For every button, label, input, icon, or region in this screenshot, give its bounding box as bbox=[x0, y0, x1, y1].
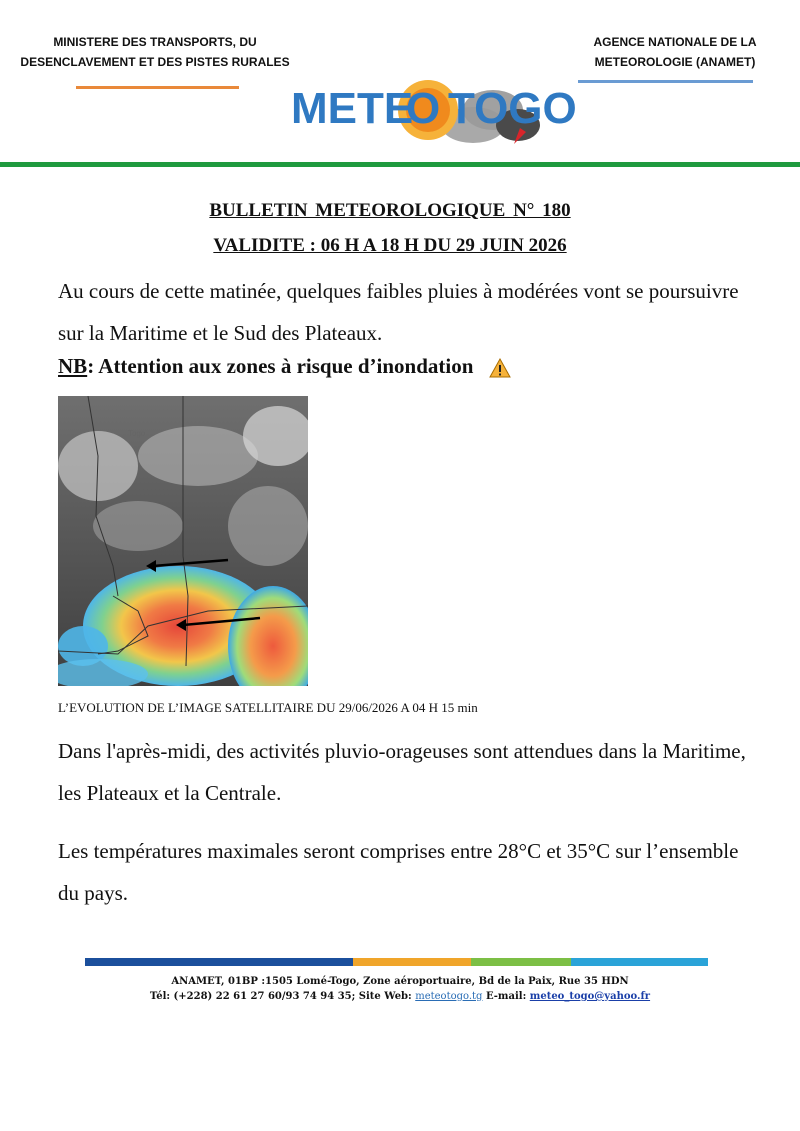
footer-bar-green bbox=[471, 958, 571, 966]
footer-bar-orange bbox=[353, 958, 471, 966]
footer-color-bar bbox=[85, 958, 708, 966]
header-green-line bbox=[0, 162, 800, 167]
ministry-line-2: DESENCLAVEMENT ET DES PISTES RURALES bbox=[20, 55, 290, 69]
blue-divider bbox=[578, 80, 753, 83]
footer-contact bbox=[0, 991, 800, 1002]
temperature-forecast: Les températures maximales seront comprises entre 28°C et 35°C sur l’ensemble du pays. bbox=[58, 839, 739, 905]
ministry-line-1: MINISTERE DES TRANSPORTS, DU bbox=[53, 35, 257, 49]
bulletin-title: BULLETIN METEOROLOGIQUE N° 180 bbox=[209, 200, 571, 221]
afternoon-forecast: Dans l'après-midi, des activités pluvio-orageuses sont attendues dans la Maritime, les Plateaux et la Centrale. bbox=[58, 739, 746, 805]
agency-name bbox=[560, 32, 790, 72]
satellite-caption: L’EVOLUTION DE L’IMAGE SATELLITAIRE DU 29/06/2026 A 04 H 15 min bbox=[58, 700, 478, 715]
footer-email-label: E-mail: bbox=[485, 991, 527, 1002]
logo-text-right: TOGO bbox=[448, 84, 577, 133]
svg-text:O: O bbox=[406, 84, 441, 133]
agency-line-2: METEOROLOGIE (ANAMET) bbox=[594, 55, 756, 69]
agency-line-1: AGENCE NATIONALE DE LA bbox=[593, 35, 757, 49]
footer-bar-blue bbox=[85, 958, 353, 966]
flood-warning bbox=[58, 354, 758, 379]
morning-forecast: Au cours de cette matinée, quelques faibles pluies à modérées vont se poursuivre sur la Maritime et le Sud des Plateaux. bbox=[58, 279, 739, 345]
email-link[interactable]: meteo_togo@yahoo.fr bbox=[529, 991, 651, 1002]
meteo-togo-logo bbox=[288, 70, 598, 150]
ministry-name bbox=[10, 32, 300, 72]
nb-text: : Attention aux zones à risque d’inondation bbox=[87, 354, 474, 378]
orange-divider bbox=[76, 86, 239, 89]
nb-label: NB bbox=[58, 354, 88, 378]
footer-bar-cyan bbox=[571, 958, 708, 966]
map-label: Togo bbox=[128, 429, 146, 438]
bulletin-validity: VALIDITE : 06 H A 18 H DU 29 JUIN 2026 bbox=[213, 235, 567, 256]
warning-icon bbox=[489, 358, 511, 378]
satellite-image bbox=[58, 396, 308, 686]
footer-address: ANAMET, 01BP :1505 Lomé-Togo, Zone aéroportuaire, Bd de la Paix, Rue 35 HDN bbox=[171, 976, 629, 987]
footer-tel: Tél: (+228) 22 61 27 60/93 74 94 35; Site Web: bbox=[149, 991, 412, 1002]
logo-text-left: METE bbox=[291, 84, 414, 133]
website-link[interactable]: meteotogo.tg bbox=[415, 991, 483, 1002]
